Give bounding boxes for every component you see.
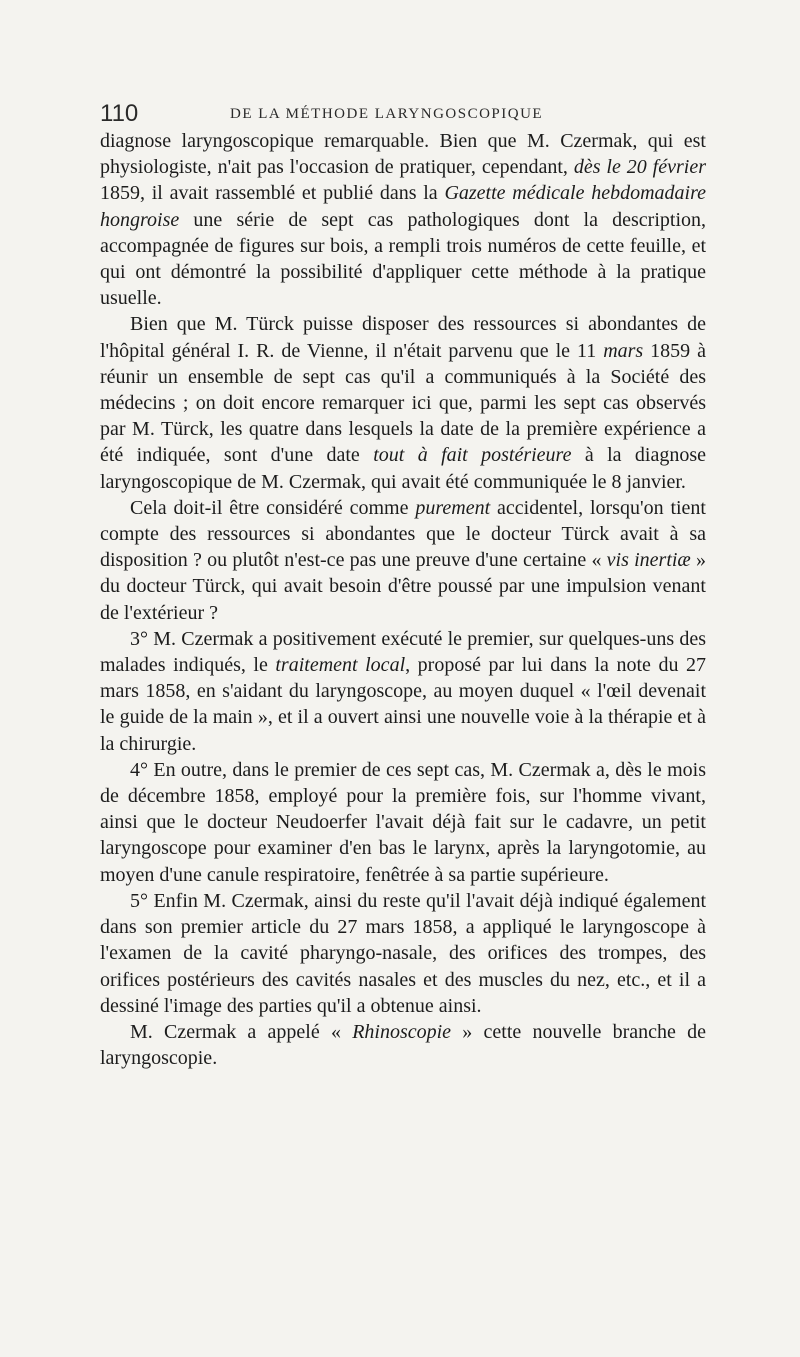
page-header [100,100,700,128]
paragraph-1-text: diagnose laryngoscopique remarquable. Bien que M. Czermak, qui est physiologiste, n'ait pas l'occasion de pratiquer, cependant, [100,130,706,179]
paragraph-3-text-2: accidentel, lorsqu'on tient compte des ressources si abondantes que le docteur Türck avait à sa disposition ? ou plutôt n'est-ce pas une preuve d'une certaine « [100,496,706,572]
paragraph-2-italic-2: tout à fait postérieure [373,444,572,467]
paragraph-1 [100,128,706,311]
running-head: DE LA MÉTHODE LARYNGOSCOPIQUE [230,106,544,122]
paragraph-7-text: M. Czermak a appelé « [130,1020,353,1043]
paragraph-4-text-2: , proposé par lui dans la note du 27 mars 1858, en s'aidant du laryngoscope, au moyen duquel « l'œil devenait le guide de la main », et il a ouvert ainsi une nouvelle voie à la thérapie et à la chirurgie. [100,654,706,755]
page-body [100,128,706,1071]
page-number: 110 [100,100,139,127]
paragraph-7-italic: Rhinoscopie [352,1020,452,1043]
paragraph-3-italic-2: vis inertiæ [606,549,691,572]
paragraph-5-text: 4° En outre, dans le premier de ces sept cas, M. Czermak a, dès le mois de décembre 1858, employé pour la première fois, sur l'homme vivant, ainsi que le docteur Neudoerfer l'avait déjà fait sur le cadavre, un petit laryngoscope pour examiner d'en bas le larynx, après la laryngotomie, au moyen d'une canule respiratoire, fenêtrée à sa partie supérieure. [100,758,706,886]
paragraph-3-italic: purement [415,496,491,519]
paragraph-4 [100,626,706,757]
paragraph-1-journal-title: Gazette médicale hebdomadaire hongroise [100,182,707,231]
paragraph-3-text: Cela doit-il être considéré comme [130,496,416,519]
paragraph-4-text: 3° M. Czermak a positivement exécuté le premier, sur quelques-uns des malades indiqués, le [100,627,706,677]
paragraph-7 [100,1019,706,1071]
paragraph-2-text-3: à la diagnose laryngoscopique de M. Czermak, qui avait été communiquée le 8 janvier. [100,444,707,493]
paragraph-6 [100,888,706,1019]
paragraph-5 [100,757,706,888]
paragraph-4-italic: traitement local [275,654,406,677]
paragraph-2-text-2: 1859 à réunir un ensemble de sept cas qu'il a communiqués à la Société des médecins ; on doit encore remarquer ici que, parmi les sept cas observés par M. Türck, les quatre dans lesquels la date de la première expérience a été indiquée, sont d'une date [100,339,706,467]
paragraph-7-text-2: » cette nouvelle branche de laryngoscopie. [100,1020,706,1070]
paragraph-1-italic: dès le 20 février [573,156,706,179]
paragraph-2-italic: mars [603,339,644,362]
paragraph-1-text-2: 1859, il avait rassemblé et publié dans la [100,182,445,205]
paragraph-3-text-3: » du docteur Türck, qui avait besoin d'être poussé par une impulsion venant de l'extérieur ? [100,549,706,624]
paragraph-2-text: Bien que M. Türck puisse disposer des ressources si abondantes de l'hôpital général I. R. de Vienne, il n'était parvenu que le 11 [100,313,706,362]
paragraph-3 [100,495,706,626]
paragraph-1-text-3: une série de sept cas pathologiques dont la description, accompagnée de figures sur bois, a rempli trois numéros de cette feuille, et qui ont démontré la possibilité d'appliquer cette méthode à la pratique usuelle. [100,208,706,310]
paragraph-6-text: 5° Enfin M. Czermak, ainsi du reste qu'il l'avait déjà indiqué également dans son premier article du 27 mars 1858, a appliqué le laryngoscope à l'examen de la cavité pharyngo-nasale, des orifices des trompes, des orifices postérieurs des cavités nasales et des muscles du nez, etc., et il a dessiné l'image des parties qu'il a obtenue ainsi. [100,889,706,1017]
paragraph-2 [100,311,706,494]
